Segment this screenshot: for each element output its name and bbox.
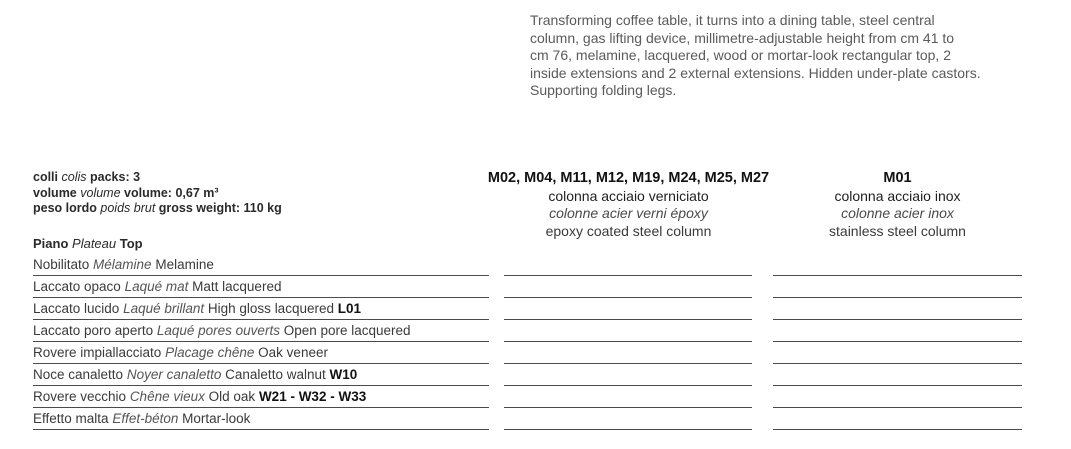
row-divider: [33, 275, 489, 276]
row-divider: [33, 319, 489, 320]
finish-name-fr: Laqué brillant: [123, 301, 205, 316]
finish-name-fr: Laqué mat: [124, 279, 189, 294]
weight-label-en: gross weight:: [158, 201, 241, 216]
finish-name-fr: Chêne vieux: [129, 389, 205, 404]
weight-label-fr: poids brut: [100, 201, 156, 216]
column-name-fr: colonne acier inox: [841, 205, 954, 221]
availability-line: [504, 385, 752, 386]
volume-label-it: volume: [33, 185, 77, 200]
column-name-it: colonna acciaio verniciato: [548, 187, 709, 204]
row-divider: [33, 297, 489, 298]
row-divider: [33, 407, 489, 408]
weight-row: [33, 201, 282, 217]
availability-line: [504, 319, 752, 320]
availability-line: [504, 275, 752, 276]
finish-name-it: Laccato poro aperto: [33, 323, 154, 338]
packs-value: 3: [133, 170, 141, 184]
row-divider: [33, 429, 489, 430]
availability-line: [773, 385, 1022, 386]
finish-name-fr: Placage chêne: [165, 345, 255, 360]
finish-name-it: Noce canaletto: [33, 367, 124, 382]
availability-line: [773, 429, 1022, 430]
finish-name-en: Open pore lacquered: [283, 323, 411, 338]
packing-specs: [33, 170, 282, 217]
packs-label-it: colli: [33, 170, 59, 184]
top-heading: [33, 236, 143, 251]
availability-line: [773, 341, 1022, 342]
finish-name-it: Nobilitato: [33, 257, 90, 272]
finish-name-it: Laccato opaco: [33, 279, 121, 294]
weight-label-it: peso lordo: [33, 201, 97, 216]
volume-label-en: volume:: [124, 185, 172, 200]
availability-line: [504, 407, 752, 408]
row-divider: [33, 341, 489, 342]
column-header-painted-steel: [462, 170, 795, 240]
finish-name-fr: Mélamine: [93, 257, 152, 272]
finish-name-fr: Laqué pores ouverts: [156, 323, 280, 338]
availability-line: [773, 297, 1022, 298]
column-name-fr: colonne acier verni époxy: [549, 205, 708, 221]
availability-line: [773, 407, 1022, 408]
row-divider: [33, 385, 489, 386]
column-name-en: epoxy coated steel column: [545, 222, 712, 239]
finish-name-it: Effetto malta: [33, 411, 109, 426]
finish-name-en: Canaletto walnut: [225, 367, 326, 382]
product-description: Transforming coffee table, it turns into a dining table, steel central column, gas lifting device, millimetre-adjustable height from cm 41 to cm 76, melamine, lacquered, wood or mortar-look rectangular top, 2 inside extensions and 2 external extensions. Hidden under-plate castors. Supporting folding legs.: [530, 12, 981, 99]
packs-row: [33, 170, 282, 186]
column-name-it: colonna acciaio inox: [834, 187, 961, 204]
top-heading-en: Top: [119, 236, 143, 251]
availability-line: [504, 363, 752, 364]
finish-code: W10: [329, 367, 358, 382]
finish-name-en: Oak veneer: [258, 345, 328, 360]
finish-name-en: Mortar-look: [182, 411, 251, 426]
finish-name-it: Rovere impiallacciato: [33, 345, 162, 360]
row-divider: [33, 363, 489, 364]
availability-line: [773, 319, 1022, 320]
column-header-stainless-steel: [783, 170, 1012, 240]
availability-line: [504, 429, 752, 430]
column-name-en: stainless steel column: [829, 222, 966, 239]
finish-name-en: Melamine: [155, 257, 214, 272]
finish-name-fr: Noyer canaletto: [126, 367, 222, 382]
column-codes: M01: [883, 170, 912, 186]
finish-name-it: Laccato lucido: [33, 301, 120, 316]
finish-name-en: Matt lacquered: [192, 279, 282, 294]
availability-line: [773, 275, 1022, 276]
finish-name-it: Rovere vecchio: [33, 389, 127, 404]
weight-value: 110 kg: [243, 201, 282, 216]
packs-label-en: packs:: [90, 170, 130, 184]
top-heading-it: Piano: [33, 236, 69, 251]
top-heading-fr: Plateau: [72, 236, 117, 251]
finish-name-en: High gloss lacquered: [207, 301, 334, 316]
finish-name-en: Old oak: [208, 389, 256, 404]
availability-line: [773, 363, 1022, 364]
column-codes: M02, M04, M11, M12, M19, M24, M25, M27: [487, 170, 770, 186]
finish-code: W21 - W32 - W33: [258, 389, 367, 404]
availability-line: [504, 341, 752, 342]
finish-name-fr: Effet-béton: [112, 411, 179, 426]
volume-row: [33, 186, 282, 202]
finish-code: L01: [337, 301, 362, 316]
availability-line: [504, 297, 752, 298]
packs-label-fr: colis: [61, 170, 87, 184]
volume-label-fr: volume: [80, 185, 121, 200]
volume-value: 0,67 m³: [175, 185, 219, 200]
